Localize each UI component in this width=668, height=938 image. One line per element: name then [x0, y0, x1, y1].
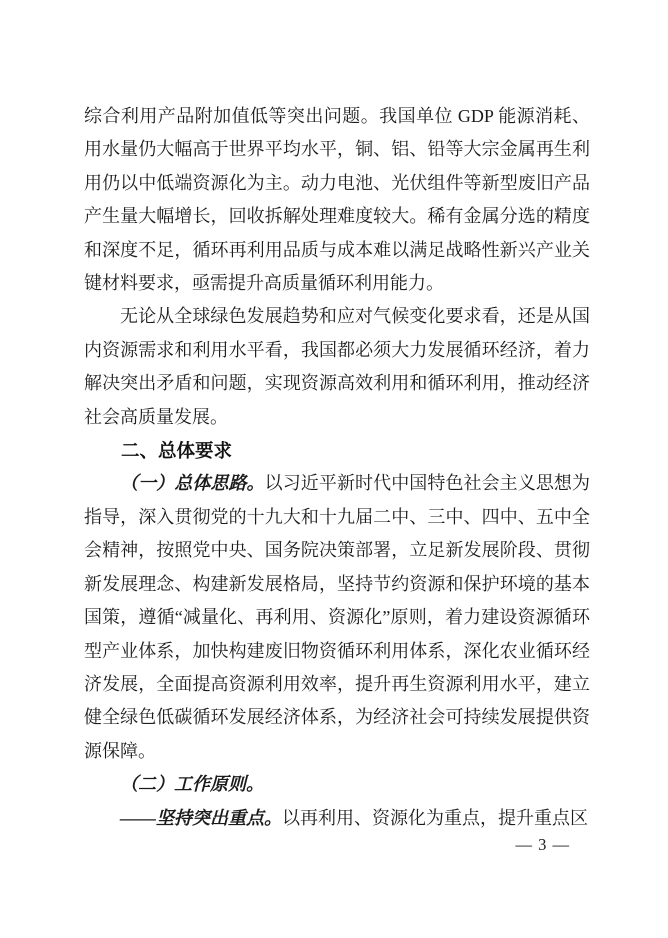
body-paragraph: [84, 467, 590, 768]
paragraph-text: 以再利用、资源化为重点，提升重点区: [282, 807, 588, 828]
body-paragraph: [84, 802, 590, 835]
section-heading: 二、总体要求: [121, 440, 233, 462]
paragraph-lead: （二）工作原则。: [120, 774, 264, 795]
paragraph-lead: ——坚持突出重点。: [120, 807, 282, 828]
body-paragraph: 无论从全球绿色发展趋势和应对气候变化要求看，还是从国内资源需求和利用水平看，我国都必须大力发展循环经济，着力解决突出矛盾和问题，实现资源高效利用和循环利用，推动经济社会高质量发展。: [84, 306, 590, 427]
paragraph-text: 以习近平新时代中国特色社会主义思想为指导，深入贯彻党的十九大和十九届二中、三中、四中、五中全会精神，按照党中央、国务院决策部署，立足新发展阶段、贯彻新发展理念、构建新发展格局，坚持节约资源和保护环境的基本国策，遵循“减量化、再利用、资源化”原则，着力建设资源循环型产业体系，加快构建废旧物资循环利用体系，深化农业循环经济发展，全面提高资源利用效率，提升再生资源利用水平，建立健全绿色低碳循环发展经济体系，为经济社会可持续发展提供资源保障。: [84, 473, 590, 761]
body-paragraph-continuation: 综合利用产品附加值低等突出问题。我国单位 GDP 能源消耗、用水量仍大幅高于世界平均水平，铜、铝、铅等大宗金属再生利用仍以中低端资源化为主。动力电池、光伏组件等新型废旧产品产生量大幅增长，回收拆解处理难度较大。稀有金属分选的精度和深度不足，循环再利用品质与成本难以满足战略性新兴产业关键材料要求，亟需提升高质量循环利用能力。: [84, 106, 590, 294]
document-body: [84, 100, 590, 835]
body-paragraph: [84, 768, 590, 801]
page-number: — 3 —: [515, 835, 570, 854]
paragraph-lead: （一）总体思路。: [120, 473, 265, 494]
